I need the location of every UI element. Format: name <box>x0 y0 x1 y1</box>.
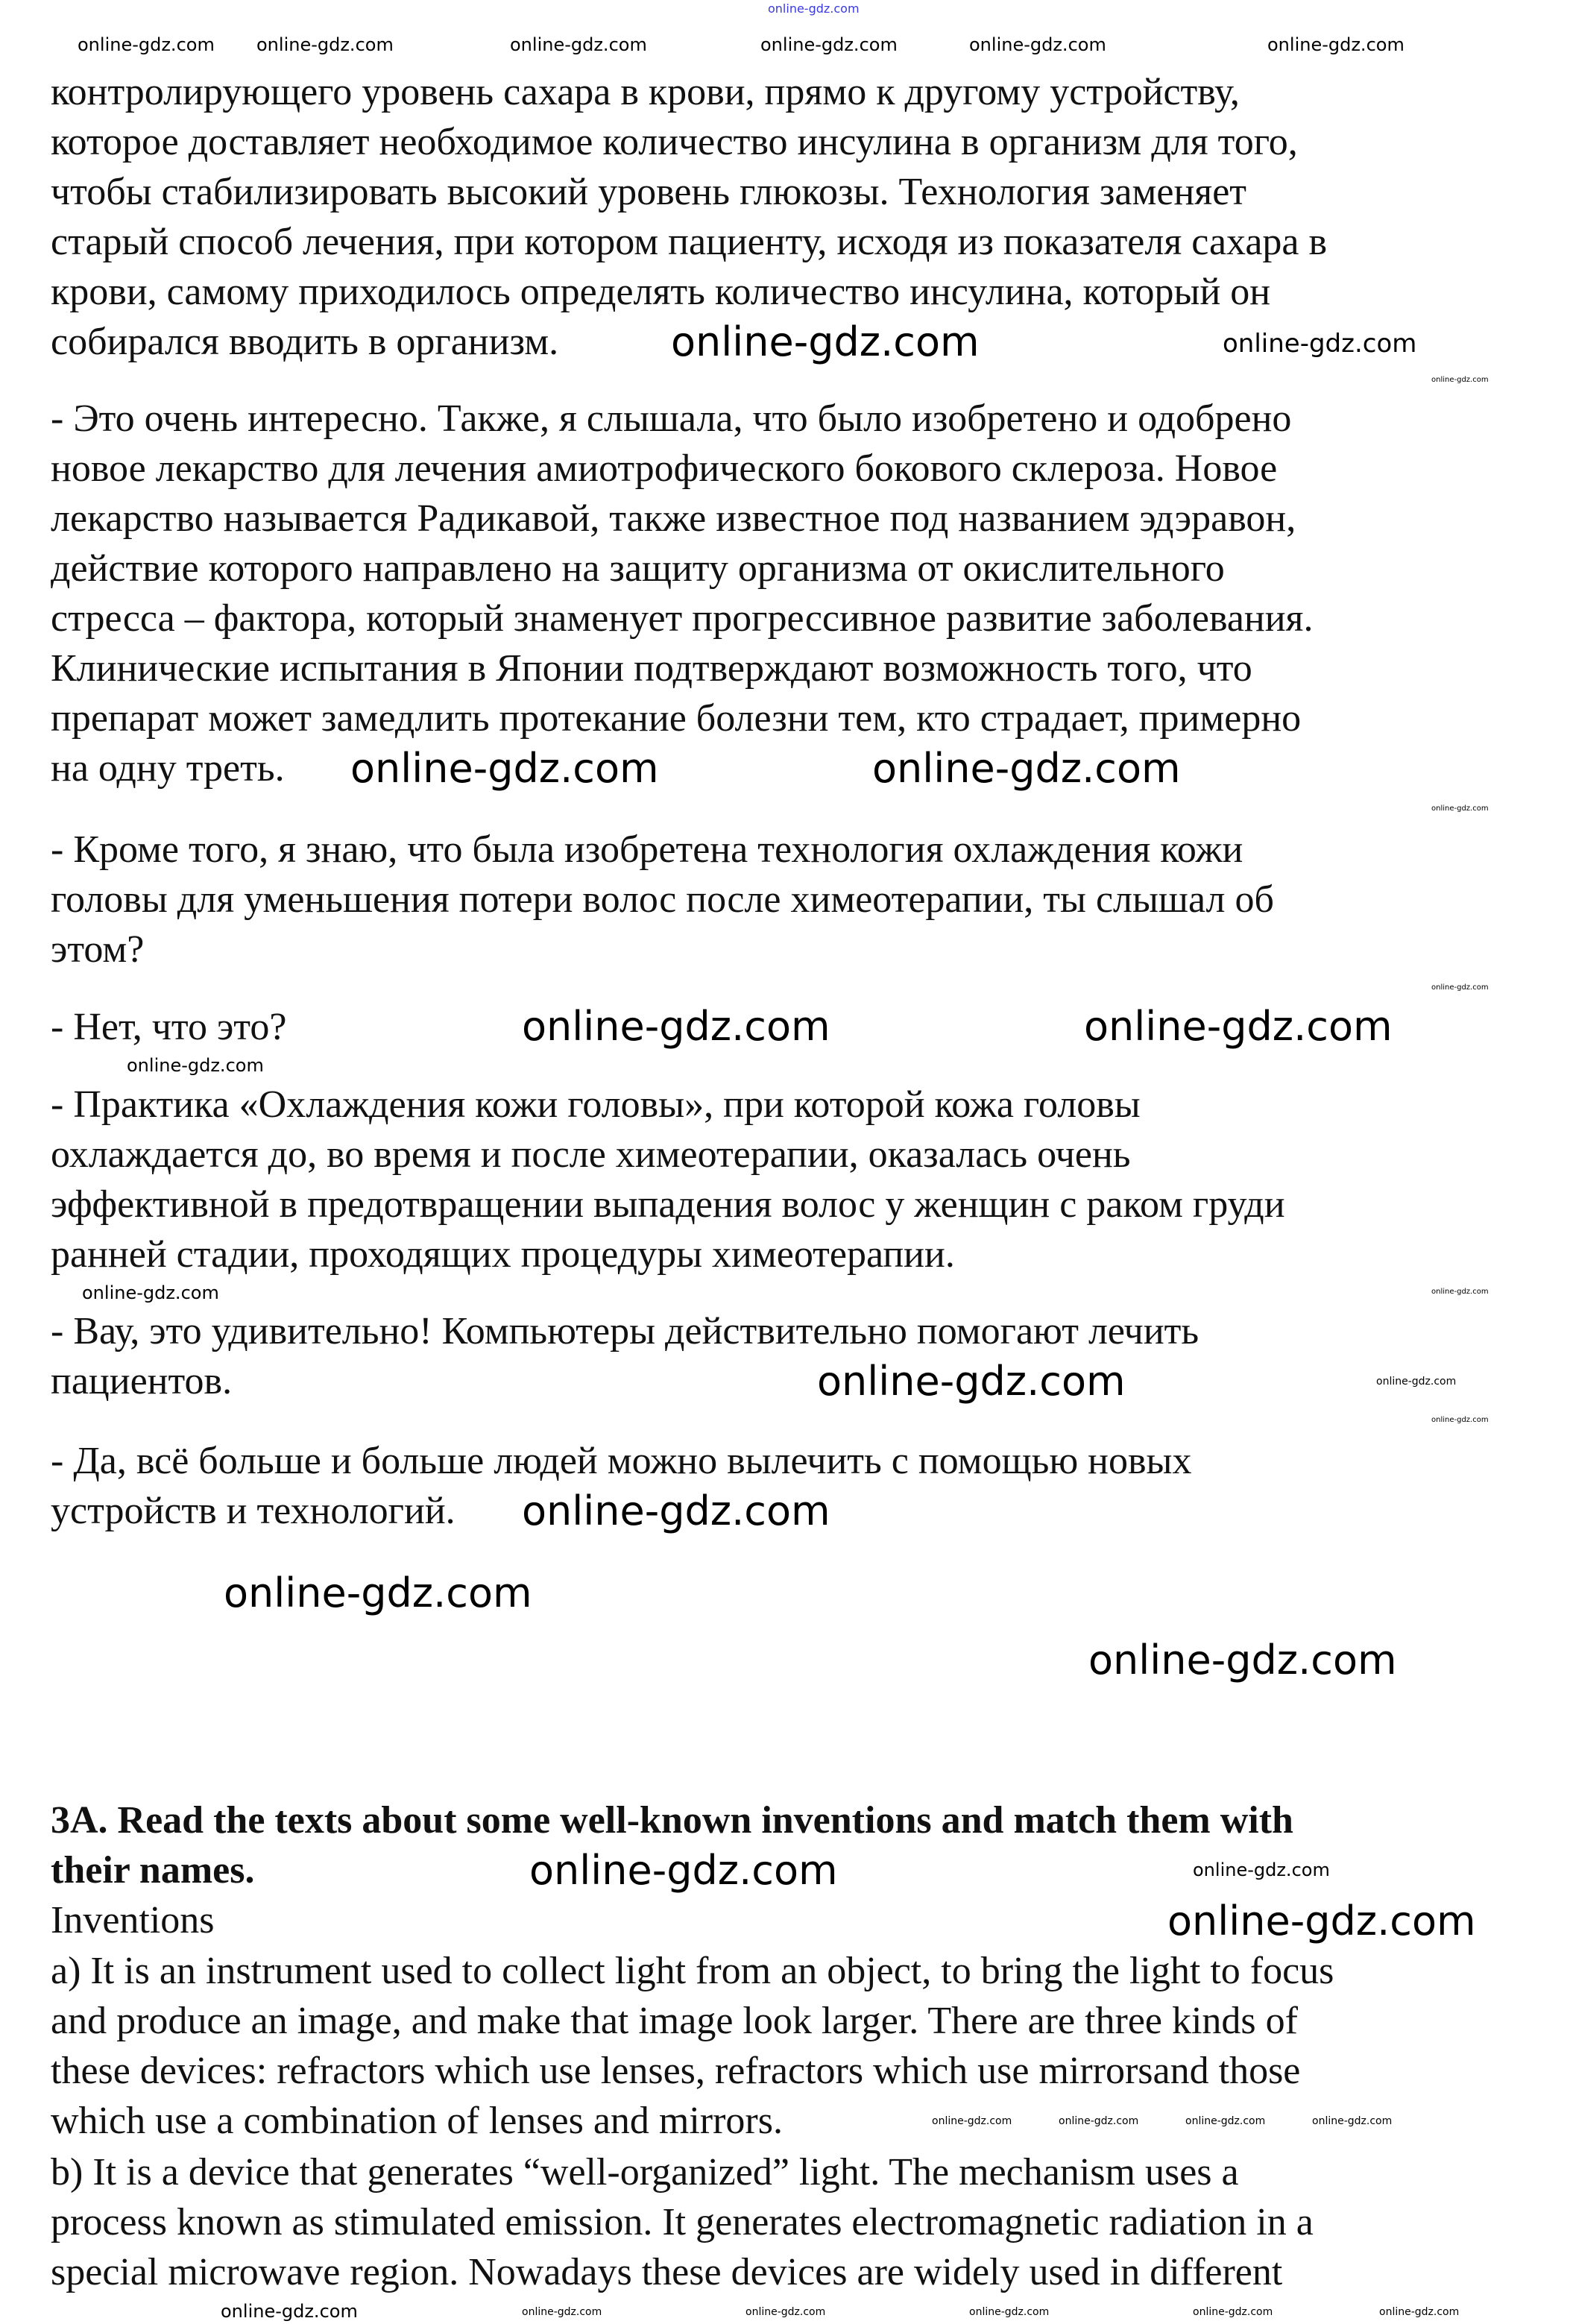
text-line: ранней стадии, проходящих процедуры химеотерапии. <box>51 1233 955 1276</box>
watermark: online-gdz.com <box>82 1282 219 1303</box>
watermark: online-gdz.com <box>932 2115 1012 2127</box>
watermark: online-gdz.com <box>1431 1416 1489 1424</box>
text-line: which use a combination of lenses and mirrors. <box>51 2100 783 2142</box>
text-line: their names. <box>51 1849 255 1892</box>
text-line: - Нет, что это? <box>51 1006 287 1048</box>
watermark: online-gdz.com <box>969 2306 1050 2318</box>
watermark: online-gdz.com <box>221 2301 358 2322</box>
watermark: online-gdz.com <box>817 1358 1126 1405</box>
watermark: online-gdz.com <box>1185 2115 1266 2127</box>
invention-item-a <box>51 1946 1334 2146</box>
text-line: and produce an image, and make that image look larger. There are three kinds of <box>51 2000 1298 2042</box>
dialogue-paragraph <box>51 394 1313 793</box>
watermark: online-gdz.com <box>969 34 1106 55</box>
watermark: online-gdz.com <box>1431 804 1489 813</box>
text-line: действие которого направлено на защиту организма от окислительного <box>51 547 1225 590</box>
text-line: - Это очень интересно. Также, я слышала, что было изобретено и одобрено <box>51 397 1292 440</box>
text-line: лекарство называется Радикавой, также известное под названием эдэравон, <box>51 497 1296 540</box>
text-line: крови, самому приходилось определять количество инсулина, который он <box>51 271 1271 313</box>
text-line: 3A. Read the texts about some well-known inventions and match them with <box>51 1799 1293 1842</box>
text-line: охлаждается до, во время и после химеотерапии, оказалась очень <box>51 1133 1131 1176</box>
watermark: online-gdz.com <box>1088 1637 1397 1684</box>
watermark: online-gdz.com <box>1312 2115 1393 2127</box>
text-line: - Практика «Охлаждения кожи головы», при которой кожа головы <box>51 1083 1141 1126</box>
text-line: process known as stimulated emission. It generates electromagnetic radiation in a <box>51 2201 1314 2243</box>
watermark: online-gdz.com <box>1267 34 1405 55</box>
text-line: эффективной в предотвращении выпадения волос у женщин с раком груди <box>51 1183 1285 1226</box>
watermark: online-gdz.com <box>1084 1003 1393 1050</box>
text-line: стресса – фактора, который знаменует прогрессивное развитие заболевания. <box>51 597 1314 640</box>
watermark: online-gdz.com <box>872 745 1181 792</box>
text-line: головы для уменьшения потери волос после химеотерапии, ты слышал об <box>51 878 1274 921</box>
dialogue-paragraph <box>51 1080 1285 1279</box>
watermark: online-gdz.com <box>1431 376 1489 384</box>
exercise-subheading <box>51 1895 215 1945</box>
text-line: a) It is an instrument used to collect light from an object, to bring the light to focus <box>51 1950 1334 1992</box>
text-line: устройств и технологий. <box>51 1490 455 1532</box>
text-line: препарат может замедлить протекание болезни тем, кто страдает, примерно <box>51 697 1302 740</box>
text-line: Клинические испытания в Японии подтверждают возможность того, что <box>51 647 1252 690</box>
watermark: online-gdz.com <box>745 2306 826 2318</box>
watermark: online-gdz.com <box>1193 1859 1330 1880</box>
watermark: online-gdz.com <box>768 1 860 16</box>
text-line: контролирующего уровень сахара в крови, прямо к другому устройству, <box>51 71 1240 113</box>
watermark: online-gdz.com <box>522 1487 830 1534</box>
watermark: online-gdz.com <box>671 318 980 365</box>
watermark: online-gdz.com <box>1431 1288 1489 1296</box>
watermark: online-gdz.com <box>1376 1376 1457 1388</box>
watermark: online-gdz.com <box>78 34 215 55</box>
watermark: online-gdz.com <box>127 1055 264 1076</box>
text-line: - Вау, это удивительно! Компьютеры действительно помогают лечить <box>51 1310 1199 1352</box>
text-line: чтобы стабилизировать высокий уровень глюкозы. Технология заменяет <box>51 171 1247 213</box>
text-line: этом? <box>51 928 145 971</box>
text-line: пациентов. <box>51 1360 233 1402</box>
dialogue-paragraph <box>51 825 1274 974</box>
text-line: которое доставляет необходимое количество инсулина в организм для того, <box>51 121 1298 163</box>
text-line: b) It is a device that generates “well-organized” light. The mechanism uses a <box>51 2151 1239 2194</box>
watermark: online-gdz.com <box>522 2306 602 2318</box>
watermark: online-gdz.com <box>1059 2115 1139 2127</box>
watermark: online-gdz.com <box>760 34 898 55</box>
watermark: online-gdz.com <box>224 1569 532 1616</box>
watermark: online-gdz.com <box>1379 2306 1460 2318</box>
text-line: собирался вводить в организм. <box>51 321 559 363</box>
watermark: online-gdz.com <box>1223 329 1417 359</box>
watermark: online-gdz.com <box>1167 1898 1476 1944</box>
dialogue-paragraph <box>51 1002 286 1052</box>
watermark: online-gdz.com <box>350 745 659 792</box>
watermark: online-gdz.com <box>529 1847 838 1894</box>
watermark: online-gdz.com <box>256 34 394 55</box>
text-line: старый способ лечения, при котором пациенту, исходя из показателя сахара в <box>51 221 1328 263</box>
watermark: online-gdz.com <box>1431 983 1489 992</box>
text-line: Inventions <box>51 1899 215 1942</box>
text-line: - Да, всё больше и больше людей можно вылечить с помощью новых <box>51 1440 1192 1482</box>
text-line: - Кроме того, я знаю, что была изобретена технология охлаждения кожи <box>51 828 1243 871</box>
text-line: these devices: refractors which use lenses, refractors which use mirrorsand those <box>51 2050 1301 2092</box>
watermark: online-gdz.com <box>510 34 647 55</box>
text-line: на одну треть. <box>51 747 285 790</box>
text-line: новое лекарство для лечения амиотрофического бокового склероза. Новое <box>51 447 1278 490</box>
text-line: special microwave region. Nowadays these devices are widely used in different <box>51 2251 1283 2293</box>
invention-item-b <box>51 2147 1314 2297</box>
watermark: online-gdz.com <box>1193 2306 1273 2318</box>
watermark: online-gdz.com <box>522 1003 830 1050</box>
